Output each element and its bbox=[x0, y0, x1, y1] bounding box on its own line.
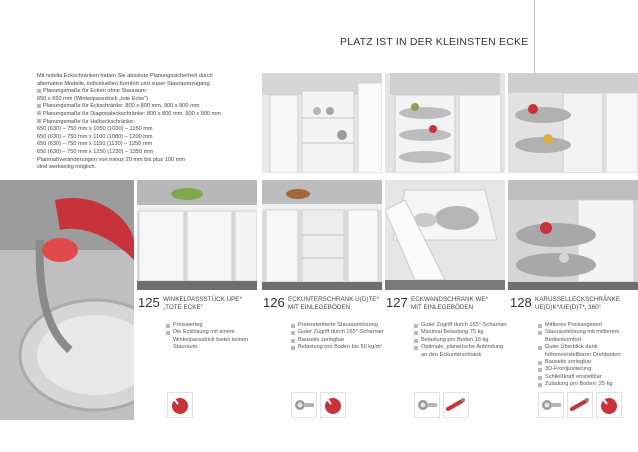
photo-carousel-top bbox=[385, 73, 505, 173]
feature-item: Die Ecklösung mit einem Winkelpassstück bietet keinen Stauraum. bbox=[166, 329, 261, 351]
product-number: 127 bbox=[386, 295, 408, 310]
colour-icon bbox=[167, 392, 193, 418]
photo-corner-base-cabinet bbox=[262, 180, 382, 290]
product-number: 128 bbox=[510, 295, 532, 310]
photo-sink-corner bbox=[0, 180, 134, 420]
photo-carousel-open bbox=[508, 73, 638, 173]
photo-open-corner-cabinet bbox=[262, 73, 382, 173]
product-title: ECKWANDSCHRANK WE* MIT EINLEGEBÖDEN bbox=[411, 296, 489, 311]
intro-line: alternative Modelle, individuellen Komfort und super Stauraumzugang. bbox=[37, 80, 212, 87]
intro-bullet-cont: Planmaßveränderungen von minus 20 mm bis plus 100 mm bbox=[37, 156, 185, 163]
intro-bullet-cont: 650 (630) – 750 mm x 1050 (1030) – 1150 mm bbox=[37, 126, 153, 133]
product-title: WINKELPASSSTÜCK UPE* „TOTE ECKE“ bbox=[163, 296, 242, 311]
intro-bullet-cont: 650 (630) – 750 mm x 1100 (1080) – 1200 mm bbox=[37, 133, 153, 140]
product-number: 126 bbox=[263, 295, 285, 310]
feature-item: Stauraumlösung mit mittlerem Bedienkomfort bbox=[538, 329, 633, 344]
feature-item: Guter Zugriff durch 165°-Scharnier bbox=[414, 322, 509, 329]
hinge-icon bbox=[291, 392, 317, 418]
feature-icons-128 bbox=[538, 392, 622, 418]
intro-bullet: Planungsmaße für Ecken ohne Stauraum: bbox=[37, 88, 257, 96]
feature-item: Belastung pro Boden 16 kg bbox=[414, 337, 509, 344]
intro-bullet: Planungsmaße für Eckschränke: 800 x 800 mm, 900 x 900 mm bbox=[37, 103, 257, 111]
intro-bullet-cont: 650 (630) – 750 mm x 1250 (1230) – 1350 mm bbox=[37, 148, 153, 155]
feature-item: Guter Überblick dank höhenverstellbarer Drehböden bbox=[538, 344, 633, 359]
colour-icon bbox=[443, 392, 469, 418]
photo-corner-wall-cabinet bbox=[385, 180, 505, 290]
colour-icon bbox=[320, 392, 346, 418]
feature-item: Schließkraft einstellbar bbox=[538, 374, 633, 381]
intro-bullet-cont: 650 x 650 mm (Winkelpassstück „tote Ecke“) bbox=[37, 95, 148, 102]
feature-item: Bauseits zerlegbar bbox=[291, 337, 386, 344]
hinge-icon bbox=[538, 392, 564, 418]
intro-bullet: Planungsmaße für Halbeckschränke: bbox=[37, 119, 257, 127]
feature-item: Guter Zugriff durch 165°-Scharnier bbox=[291, 329, 386, 336]
product-title: ECKUNTERSCHRANK U(D)TE* MIT EINLEGEBÖDEN bbox=[288, 296, 379, 311]
feature-icons-126 bbox=[291, 392, 346, 418]
photo-carousel-cabinet bbox=[508, 180, 638, 290]
colour-icon bbox=[567, 392, 593, 418]
product-title: KARUSSELLECKSCHRÄNKE UE(D)K*/UE(D)T*, 360° bbox=[535, 296, 621, 311]
feature-item: Maximal Belastung 75 kg bbox=[414, 329, 509, 336]
feature-item: Bauseits zerlegbar bbox=[538, 359, 633, 366]
product-features bbox=[166, 322, 261, 352]
intro-bullet-cont: sind werkseitig möglich. bbox=[37, 164, 97, 171]
intro-text bbox=[37, 73, 257, 172]
feature-item: Preiswerteg bbox=[166, 322, 261, 329]
feature-icons-125 bbox=[167, 392, 193, 418]
feature-item: 3D-Frontjustierung bbox=[538, 366, 633, 373]
feature-item: Mittleres Preissegment bbox=[538, 322, 633, 329]
feature-item: Belastung pro Boden bis 50 kg/m² bbox=[291, 344, 386, 351]
feature-item: Zuladung pro Boden: 25 kg bbox=[538, 381, 633, 388]
photo-blind-corner bbox=[137, 180, 257, 290]
feature-icons-127 bbox=[414, 392, 469, 418]
product-features bbox=[291, 322, 386, 352]
product-number: 125 bbox=[138, 295, 160, 310]
divider-line bbox=[534, 0, 535, 74]
intro-bullet-cont: 650 (630) – 750 mm x 1150 (1130) – 1250 mm bbox=[37, 141, 153, 148]
intro-bullet: Planungsmaße für Diagonaleckschränke: 800 x 800 mm, 900 x 900 mm bbox=[37, 111, 257, 119]
feature-item: Preisorientierte Stauraumlösung bbox=[291, 322, 386, 329]
feature-item: Optimale, planerische Anbindung an den Eckunterschrank bbox=[414, 344, 509, 359]
product-features bbox=[414, 322, 509, 359]
colour-icon bbox=[596, 392, 622, 418]
hinge-icon bbox=[414, 392, 440, 418]
product-features bbox=[538, 322, 633, 389]
intro-line: Mit nobilia Eckschränken haben Sie absolute Planungssicherheit durch bbox=[37, 73, 213, 79]
page-headline: PLATZ IST IN DER KLEINSTEN ECKE bbox=[340, 36, 529, 48]
